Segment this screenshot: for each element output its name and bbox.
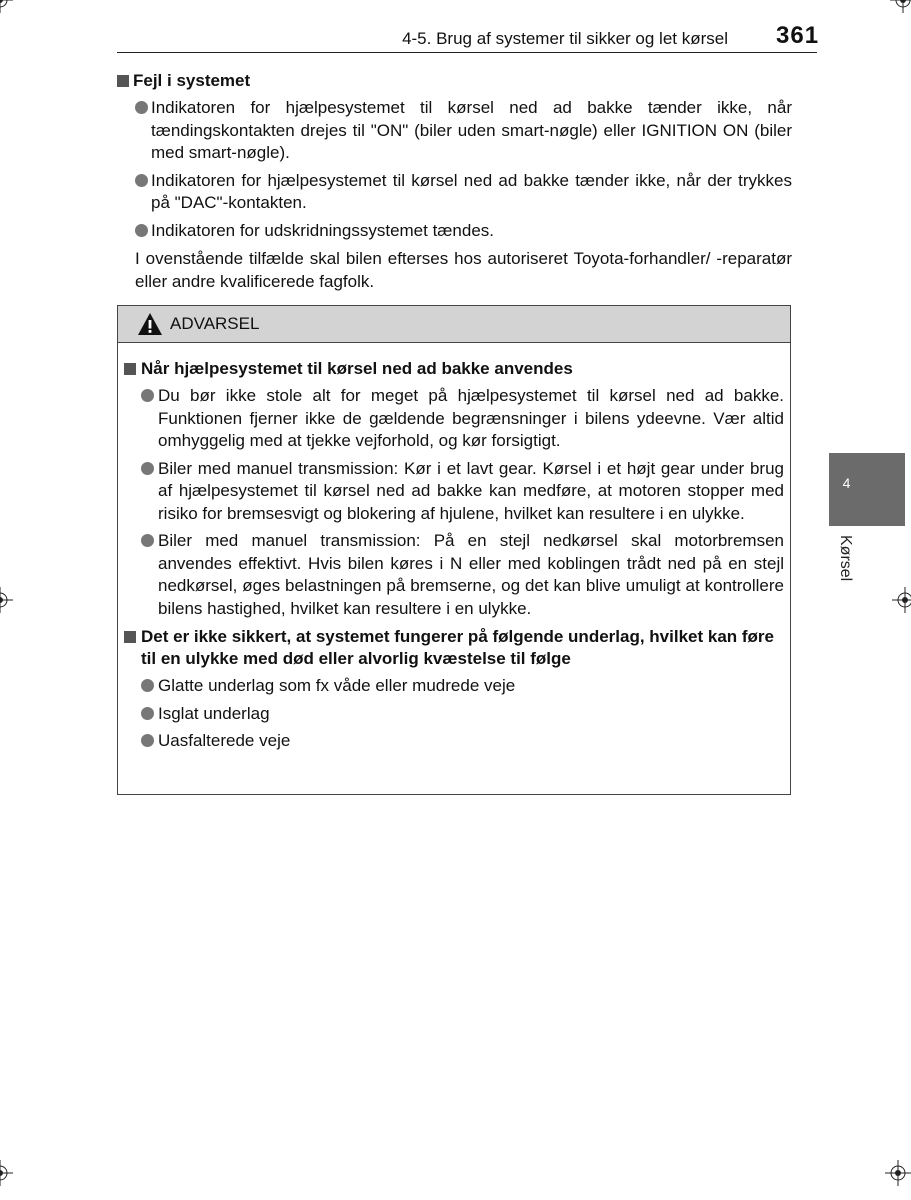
registration-mark-icon xyxy=(0,0,13,13)
chapter-tab xyxy=(829,453,905,526)
list-item-text: Glatte underlag som fx våde eller mudrede veje xyxy=(158,676,516,695)
warning-box xyxy=(117,305,791,795)
bullet-dot-icon xyxy=(135,224,148,237)
malfunction-section xyxy=(117,70,792,293)
warning-block-heading-text: Det er ikke sikkert, at systemet fungerer på følgende underlag, hvilket kan føre til en ulykke med død eller alvorlig kvæstelse til følge xyxy=(141,627,774,668)
bullet-dot-icon xyxy=(135,101,148,114)
list-item-text: Indikatoren for hjælpesystemet til kørsel ned ad bakke tænder ikke, når tændingskontakten drejes til "ON" (biler uden smart-nøgle) eller IGNITION ON (biler med smart-nøgle). xyxy=(151,98,792,162)
warning-title: ADVARSEL xyxy=(170,314,260,333)
list-item-text: Uasfalterede veje xyxy=(158,731,291,750)
registration-mark-icon xyxy=(892,587,911,613)
bullet-dot-icon xyxy=(141,679,154,692)
chapter-title: 4-5. Brug af systemer til sikker og let kørsel xyxy=(402,29,728,48)
heading-square-icon xyxy=(124,631,136,643)
bullet-dot-icon xyxy=(141,707,154,720)
bullet-dot-icon xyxy=(141,462,154,475)
warning-block-heading xyxy=(124,626,784,670)
list-item xyxy=(124,458,784,526)
list-item-text: Biler med manuel transmission: Kør i et lavt gear. Kørsel i et højt gear under brug af hjælpesystemet til kørsel ned ad bakke kan medføre, at motoren stopper med risiko for bremsesvigt og blokering af hjulene, hvilket kan resultere i en ulykke. xyxy=(158,458,784,523)
list-item xyxy=(124,730,784,753)
list-item xyxy=(117,170,792,215)
warning-block-heading-text: Når hjælpesystemet til kørsel ned ad bakke anvendes xyxy=(141,359,573,378)
heading-square-icon xyxy=(124,363,136,375)
list-item-text: Du bør ikke stole alt for meget på hjælpesystemet til kørsel ned ad bakke. Funktionen fjerner ikke de gældende begrænsninger i bilens ydeevne. Vær altid omhyggelig med at tjekke vejforhold, og kør forsigtigt. xyxy=(158,386,784,450)
registration-mark-icon xyxy=(890,0,911,13)
section-heading-text: Fejl i systemet xyxy=(133,71,251,90)
bullet-dot-icon xyxy=(141,534,154,547)
warning-body xyxy=(124,358,784,753)
bullet-dot-icon xyxy=(141,734,154,747)
list-item xyxy=(117,97,792,165)
heading-square-icon xyxy=(117,75,129,87)
chapter-tab-label: Kørsel xyxy=(837,535,854,582)
list-item-text: Isglat underlag xyxy=(158,703,270,723)
bullet-dot-icon xyxy=(141,389,154,402)
list-item xyxy=(124,703,784,726)
list-item xyxy=(124,530,784,620)
registration-mark-icon xyxy=(885,1160,911,1186)
header-divider xyxy=(117,52,817,53)
section-paragraph: I ovenstående tilfælde skal bilen efterses hos autoriseret Toyota-forhandler/ -reparatør eller andre kvalificerede fagfolk. xyxy=(135,249,792,291)
list-item-text: Indikatoren for hjælpesystemet til kørsel ned ad bakke tænder ikke, når der trykkes på "DAC"-kontakten. xyxy=(151,170,792,212)
list-item-text: Indikatoren for udskridningssystemet tændes. xyxy=(151,220,495,240)
registration-mark-icon xyxy=(0,587,13,613)
list-item xyxy=(124,675,784,698)
warning-triangle-icon xyxy=(137,312,163,336)
warning-block-heading xyxy=(124,358,784,380)
chapter-tab-number: 4 xyxy=(842,475,851,491)
list-item xyxy=(124,385,784,453)
page-number: 361 xyxy=(776,22,820,49)
list-item xyxy=(117,220,792,243)
section-heading xyxy=(117,70,792,92)
warning-header xyxy=(118,306,790,343)
bullet-dot-icon xyxy=(135,174,148,187)
list-item-text: Biler med manuel transmission: På en stejl nedkørsel skal motorbremsen anvendes effektivt. Hvis bilen køres i N eller med koblingen trådt ned på en stejl nedkørsel, øges belastningen på bremserne, og det kan blive umuligt at kontrollere bilens hastighed, hvilket kan resultere i en ulykke. xyxy=(158,531,784,618)
registration-mark-icon xyxy=(0,1160,13,1186)
